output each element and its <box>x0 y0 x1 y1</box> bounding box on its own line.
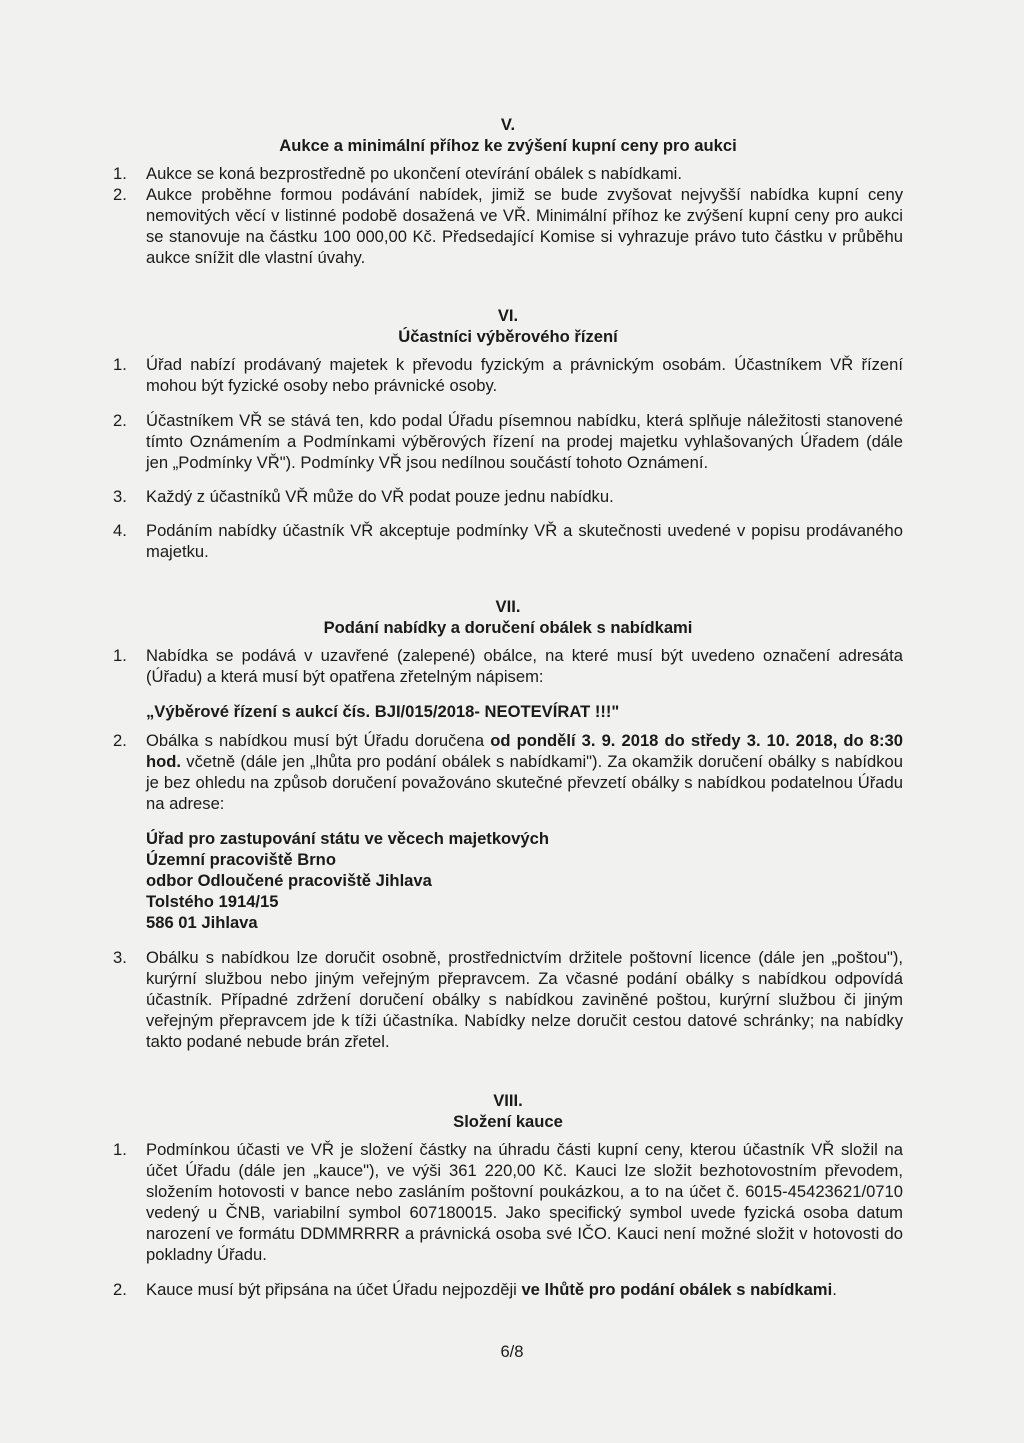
section-viii-number: VIII. <box>493 1091 523 1110</box>
section-vii-number: VII. <box>495 597 521 616</box>
item-text: Úřad nabízí prodávaný majetek k převodu fyzickým a právnickým osobám. Účastníkem VŘ řízení mohou být fyzické osoby nebo právnické osoby. <box>146 355 903 395</box>
item-text-part: . <box>832 1280 837 1299</box>
item-number: 3. <box>113 948 127 967</box>
item-text: Aukce proběhne formou podávání nabídek, jimiž se bude zvyšovat nejvyšší nabídka kupní ceny nemovitých věcí v listinné podobě dosažená ve VŘ. Minimální příhoz ke zvýšení kupní ceny pro aukci se stanovuje na částku 100 000,00 Kč. Předsedající Komise si vyhrazuje právo tuto částku v průběhu aukce snížit dle vlastní úvahy. <box>146 185 903 267</box>
item-text <box>146 1279 903 1300</box>
deadline-text: ve lhůtě pro podání obálek s nabídkami <box>521 1280 833 1299</box>
item-text: Aukce se koná bezprostředně po ukončení otevírání obálek s nabídkami. <box>146 164 682 183</box>
list-item <box>113 1279 903 1300</box>
item-text: Účastníkem VŘ se stává ten, kdo podal Úřadu písemnou nabídku, která splňuje náležitosti stanovené tímto Oznámením a Podmínkami výběrových řízení na prodej majetku vyhlašovaných Úřadem (dále jen „Podmínky VŘ"). Podmínky VŘ jsou nedílnou součástí tohoto Oznámení. <box>146 411 903 472</box>
item-number: 2. <box>113 731 127 750</box>
section-v-title: Aukce a minimální příhoz ke zvýšení kupní ceny pro aukci <box>279 136 737 155</box>
item-text: Podmínkou účasti ve VŘ je složení částky na úhradu části kupní ceny, kterou účastník VŘ složil na účet Úřadu (dále jen „kauce"), ve výši 361 220,00 Kč. Kauci lze složit bezhotovostním převodem, složením hotovosti v bance nebo zasláním poštovní poukázkou, a to na účet č. 6015-45423621/0710 vedený u ČNB, variabilní symbol 607180015. Jako specifický symbol uvede fyzická osoba datum narození ve formátu DDMMRRRR a právnická osoba své IČO. Kauci není možné složit v hotovosti do pokladny Úřadu. <box>146 1140 903 1264</box>
item-number: 2. <box>113 1280 127 1299</box>
item-text-part: Obálka s nabídkou musí být Úřadu doručena <box>146 731 491 750</box>
list-item <box>113 163 903 184</box>
item-text: Obálku s nabídkou lze doručit osobně, prostřednictvím držitele poštovní licence (dále jen „poštou"), kurýrní službou nebo jiným veřejným přepravcem. Za včasné podání obálky s nabídkou odpovídá účastník. Případné zdržení doručení obálky s nabídkou zaviněné poštou, kurýrní službou či jiným veřejným přepravcem jde k tíži účastníka. Nabídky nelze doručit cestou datové schránky; na nabídky takto podané nebude brán zřetel. <box>146 948 903 1051</box>
item-number: 3. <box>113 487 127 506</box>
list-item <box>113 354 903 396</box>
item-text: Nabídka se podává v uzavřené (zalepené) obálce, na které musí být uvedeno označení adresáta (Úřadu) a která musí být opatřena zřetelným nápisem: <box>146 646 903 686</box>
delivery-address <box>146 828 903 933</box>
document-content <box>113 114 903 1300</box>
list-item <box>113 1139 903 1265</box>
item-text: Každý z účastníků VŘ může do VŘ podat pouze jednu nabídku. <box>146 487 614 506</box>
address-line: odbor Odloučené pracoviště Jihlava <box>146 871 432 890</box>
item-number: 2. <box>113 185 127 204</box>
section-vi-number: VI. <box>497 306 519 325</box>
item-text-part: Kauce musí být připsána na účet Úřadu nejpozději <box>146 1280 522 1299</box>
page-number: 6/8 <box>500 1342 524 1361</box>
list-item <box>113 486 903 507</box>
list-item <box>113 947 903 1052</box>
list-item <box>113 184 903 268</box>
section-viii-title: Složení kauce <box>453 1112 563 1131</box>
envelope-label-quote: „Výběrové řízení s aukcí čís. BJI/015/2018- NEOTEVÍRAT !!!" <box>146 702 620 721</box>
item-text: Podáním nabídky účastník VŘ akceptuje podmínky VŘ a skutečnosti uvedené v popisu prodávaného majetku. <box>146 521 903 561</box>
deadline-text: od pondělí 3. 9. 2018 do středy 3. 10. 2018, do 8:30 hod. <box>146 731 903 771</box>
list-item <box>113 410 903 473</box>
address-line: Úřad pro zastupování státu ve věcech majetkových <box>146 829 550 848</box>
item-number: 2. <box>113 411 127 430</box>
item-number: 1. <box>113 164 127 183</box>
item-number: 4. <box>113 521 127 540</box>
item-number: 1. <box>113 355 127 374</box>
list-item <box>113 520 903 562</box>
address-line: 586 01 Jihlava <box>146 913 258 932</box>
item-number: 1. <box>113 1140 127 1159</box>
list-item <box>113 645 903 687</box>
section-v-number: V. <box>500 115 516 134</box>
address-line: Tolstého 1914/15 <box>146 892 279 911</box>
section-vi-title: Účastníci výběrového řízení <box>398 327 618 346</box>
section-vii-title: Podání nabídky a doručení obálek s nabídkami <box>323 618 693 637</box>
address-line: Územní pracoviště Brno <box>146 850 336 869</box>
list-item <box>113 730 903 814</box>
item-text-part: včetně (dále jen „lhůta pro podání obálek s nabídkami"). Za okamžik doručení obálky s nabídkou je bez ohledu na způsob doručení považováno skutečné převzetí obálky s nabídkou podatelnou Úřadu na adrese: <box>146 752 903 813</box>
item-text <box>146 730 903 814</box>
item-number: 1. <box>113 646 127 665</box>
